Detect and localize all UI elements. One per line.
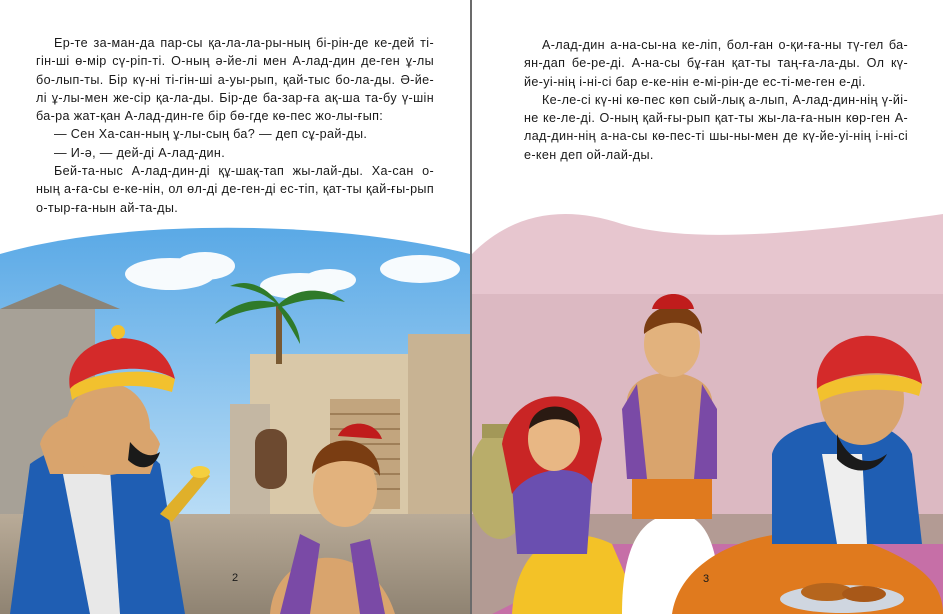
page-number-left: 2 bbox=[232, 572, 239, 584]
right-page bbox=[472, 0, 943, 614]
left-paragraph-2: — Сен Ха-сан-ның ұ-лы-сың ба? — деп сұ-рай-ды. bbox=[54, 127, 368, 142]
left-paragraph-4: Бей-та-ныс А-лад-дин-ді құ-шақ-тап жы-лай-ды. Ха-сан о-ның а-ға-сы е-ке-нін, ол өл-ді де-ген-ді ес-тіп, қат-ты қай-ғы-рып о-тыр-ға-нын ай-та-ды. bbox=[36, 164, 434, 215]
left-page-text bbox=[36, 34, 434, 217]
right-page-text bbox=[524, 36, 908, 164]
right-paragraph-1: А-лад-дин а-на-сы-на ке-ліп, бол-ған о-қи-ға-ны тү-гел ба-ян-дап бе-ре-ді. А-на-сы бұ-ған қат-ты таң-ға-ла-ды. Ол кү-йе-уі-нің і-ні-сі бар е-ке-нін е-мі-рін-де ес-ті-ме-ген е-ді. bbox=[524, 38, 908, 89]
left-paragraph-1: Ер-те за-ман-да пар-сы қа-ла-ла-ры-ның бі-рін-де ке-дей ті-гін-ші ө-мір сү-ріп-ті. О-ның ә-йе-лі мен А-лад-дин де-ген ұ-лы бо-лып-ты. Бір кү-ні ті-гін-ші а-уы-рып, қай-тыс бо-ла-ды. Ә-йе-лі ұ-лы-мен же-сір қа-ла-ды. Бір-де ба-зар-ға ақ-ша та-бу ү-шін ба-ра жат-қан А-лад-дин-ге бір бө-где кө-пес жо-лы-ғып: bbox=[36, 36, 434, 124]
right-illustration bbox=[472, 184, 943, 614]
left-page bbox=[0, 0, 470, 614]
left-illustration bbox=[0, 214, 470, 614]
left-paragraph-3: — И-ә, — дей-ді А-лад-дин. bbox=[54, 145, 226, 160]
page-number-right: 3 bbox=[703, 573, 710, 585]
right-paragraph-2: Ке-ле-сі кү-ні кө-пес көп сый-лық а-лып, А-лад-дин-нің ү-йі-не ке-ле-ді. О-ның қай-ғы-рып қат-ты жы-ла-ға-нын көр-ген А-лад-дин-нің а-на-сы кө-пес-ті шы-ны-мен де кү-йе-уі-нің і-ні-сі е-кен деп ой-лай-ды. bbox=[524, 92, 908, 162]
